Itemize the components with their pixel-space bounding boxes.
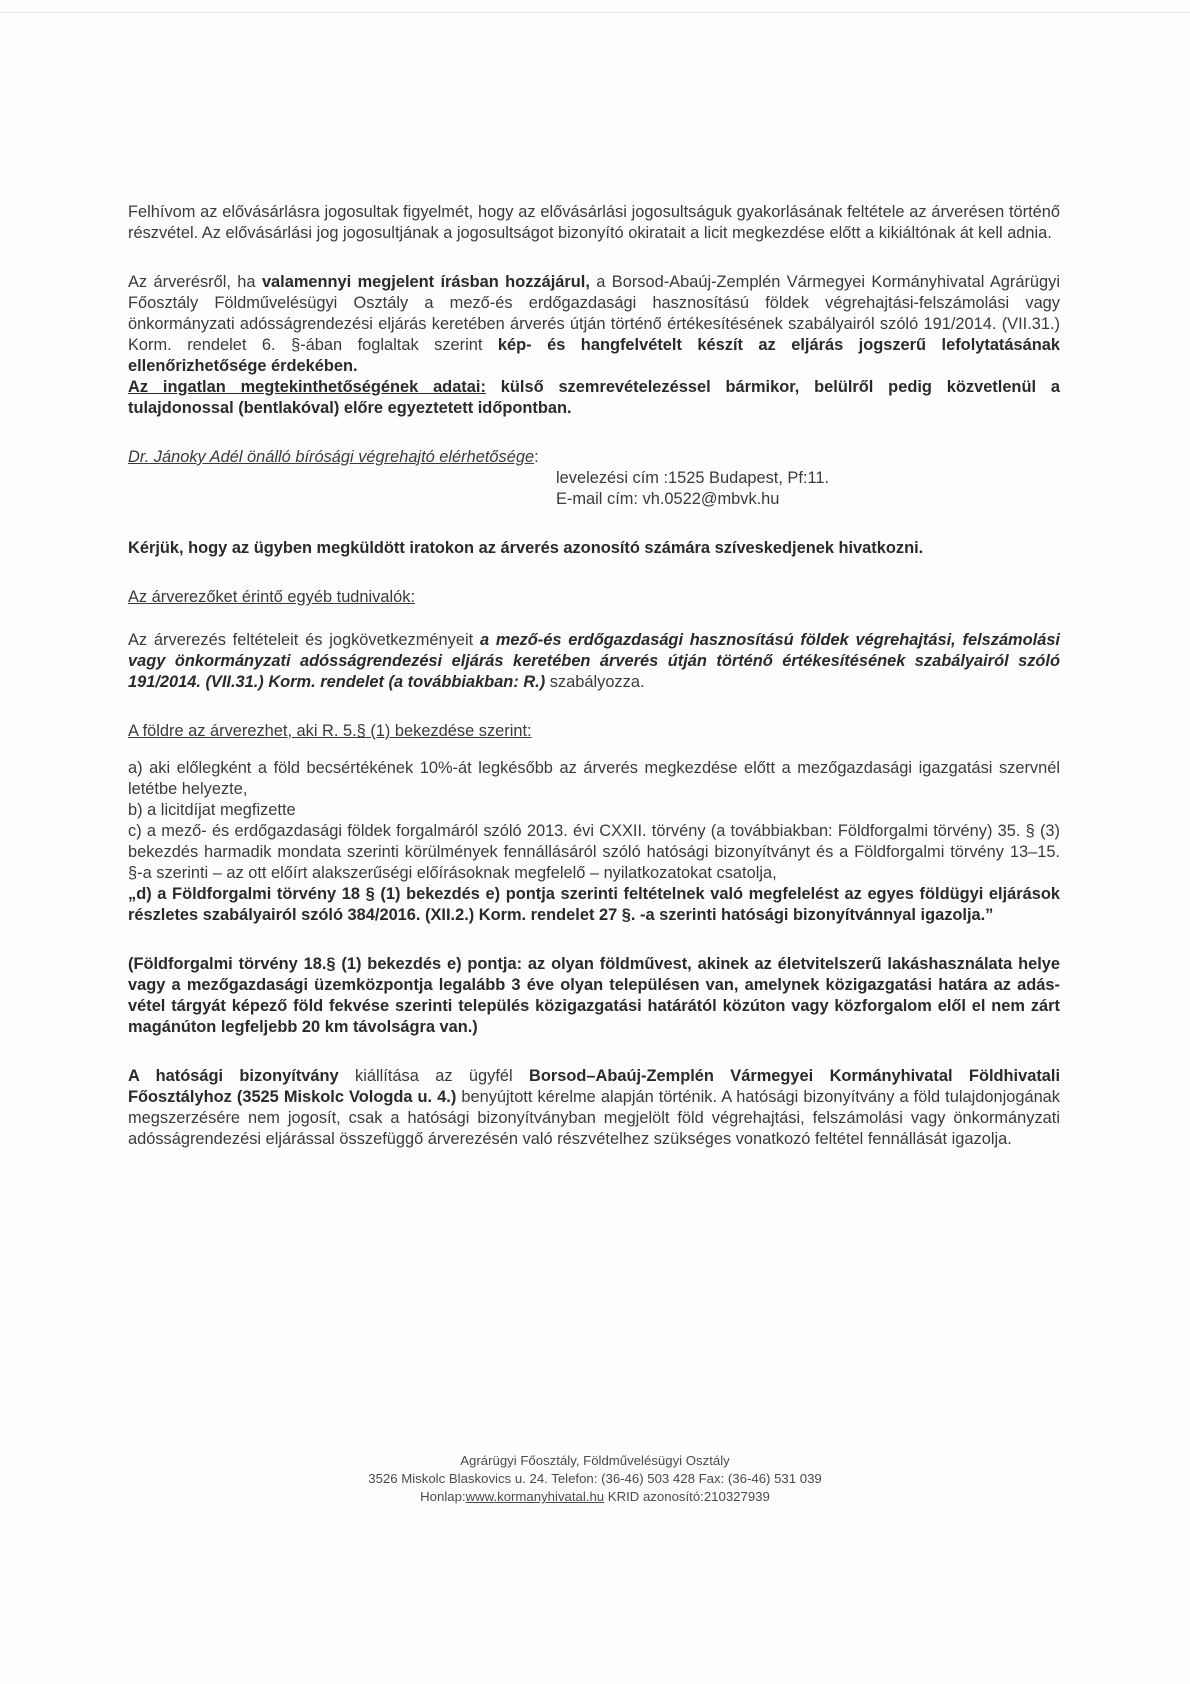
regulation-title: a mező-és erdőgazdasági hasznosítású földek végrehajtási, felszámolási vagy önkormányzati adósságrendezési eljárás keretében árverés útján történő értékesítésének szabályairól szóló 191/2014. (VII.31.) Korm. rendelet (a továbbiakban: R.) bbox=[128, 631, 1060, 691]
contact-block bbox=[128, 447, 1060, 510]
paragraph-recording bbox=[128, 272, 1060, 377]
footer-website-link[interactable]: www.kormanyhivatal.hu bbox=[465, 1489, 605, 1504]
scan-top-edge bbox=[0, 12, 1190, 13]
contact-address: levelezési cím :1525 Budapest, Pf:11. bbox=[556, 469, 830, 487]
list-item-b: b) a licitdíjat megfizette bbox=[128, 801, 296, 819]
viewing-heading: Az ingatlan megtekinthetőségének adatai: bbox=[128, 378, 486, 396]
list-item-d: „d) a Földforgalmi törvény 18 § (1) bekezdés e) pontja szerinti feltételnek való megfelelést az egyes földügyi eljárások részletes szabályairól szóló 384/2016. (XII.2.) Korm. rendelet 27 §. -a szerinti hatósági bizonyítvánnyal igazolja.” bbox=[128, 885, 1060, 924]
footer-krid: KRID azonosító:210327939 bbox=[604, 1489, 770, 1504]
bold-span: valamennyi megjelent írásban hozzájárul, bbox=[261, 273, 590, 291]
text-span: szabályozza. bbox=[545, 673, 645, 691]
footer-department: Agrárügyi Főosztály, Földművelésügyi Osztály bbox=[460, 1453, 730, 1468]
office-address: Borsod–Abaúj-Zemplén Vármegyei Kormányhivatal Földhivatali Főosztályhoz (3525 Miskolc Vologda u. 4.) bbox=[128, 1067, 1060, 1106]
contact-colon: : bbox=[534, 448, 539, 466]
list-item-c: c) a mező- és erdőgazdasági földek forgalmáról szóló 2013. évi CXXII. törvény (a továbbiakban: Földforgalmi törvény) 35. § (3) bekezdés harmadik mondata szerinti körülmények fennállásáról szóló hatósági bizonyítványt és a Földforgalmi törvény 13–15. §-a szerinti – az ott előírt alakszerűségi előírásoknak megfelelő – nyilatkozatokat csatolja, bbox=[128, 822, 1060, 882]
paragraph-preemption: Felhívom az elővásárlásra jogosultak figyelmét, hogy az elővásárlási jogosultságuk gyakorlásának feltétele az árverésen történő részvétel. Az elővásárlási jog jogosultjának a jogosultságot bizonyító okiratait a licit megkezdése előtt a kikiáltónak át kell adnia. bbox=[128, 203, 1060, 242]
bold-span: A hatósági bizonyítvány bbox=[128, 1067, 339, 1085]
document-body bbox=[128, 202, 1060, 1150]
heading-eligibility: A földre az árverezhet, aki R. 5.§ (1) bekezdése szerint: bbox=[128, 722, 532, 740]
text-span: kiállítása az ügyfél bbox=[338, 1067, 530, 1085]
contact-email: E-mail cím: vh.0522@mbvk.hu bbox=[556, 490, 780, 508]
text-span: Az árverésről, ha bbox=[128, 273, 262, 291]
bold-span: kép- és hangfelvételt készít az eljárás jogszerű lefolytatásának ellenőrizhetősége érdekében. bbox=[128, 336, 1060, 375]
footer-address: 3526 Miskolc Blaskovics u. 24. Telefon: (36-46) 503 428 Fax: (36-46) 531 039 bbox=[368, 1471, 822, 1486]
heading-other-info: Az árverezőket érintő egyéb tudnivalók: bbox=[128, 588, 415, 606]
contact-title: Dr. Jánoky Adél önálló bírósági végrehajtó elérhetősége bbox=[128, 448, 535, 466]
list-item-a: a) aki előlegként a föld becsértékének 10%-át legkésőbb az árverés megkezdése előtt a mezőgazdasági igazgatási szervnél letétbe helyezte, bbox=[128, 759, 1060, 798]
paragraph-viewing bbox=[128, 377, 1060, 419]
footer-web-label: Honlap: bbox=[420, 1489, 466, 1504]
footer-web bbox=[0, 1488, 1190, 1506]
text-span: benyújtott kérelme alapján történik. A hatósági bizonyítvány a föld tulajdonjogának megszerzésére nem jogosít, csak a hatósági bizonyítványban megjelölt föld végrehajtási, felszámolási vagy önkormányzati adósságrendezési eljárással összefüggő árverezésén való részvételhez szükséges vonatkozó feltétel fennállását igazolja. bbox=[128, 1088, 1060, 1148]
paragraph-law-quote: (Földforgalmi törvény 18.§ (1) bekezdés e) pontja: az olyan földművest, akinek az életvitelszerű lakáshasználata helye vagy a mezőgazdasági üzemközpontja legalább 3 éve olyan településen van, amelynek közigazgatási határa az adás-vétel tárgyát képező föld fekvése szerinti település közigazgatási határától közúton vagy közforgalom elől el nem zárt magánúton legfeljebb 20 km távolságra van.) bbox=[128, 955, 1060, 1036]
text-span: Az árverezés feltételeit és jogkövetkezményeit bbox=[128, 631, 480, 649]
viewing-details: külső szemrevételezéssel bármikor, belülről pedig közvetlenül a tulajdonossal (bentlakóval) előre egyeztetett időpontban. bbox=[128, 378, 1060, 417]
paragraph-reference-request: Kérjük, hogy az ügyben megküldött iratokon az árverés azonosító számára szíveskedjenek hivatkozni. bbox=[128, 539, 924, 557]
eligibility-list bbox=[128, 758, 1060, 926]
paragraph-conditions bbox=[128, 630, 1060, 693]
text-span: a Borsod-Abaúj-Zemplén Vármegyei Kormányhivatal Agrárügyi Főosztály Földművelésügyi Osztály a mező-és erdőgazdasági hasznosítású földek végrehajtási-felszámolási vagy önkormányzati adósságrendezési eljárás keretében árverés útján történő értékesítésének szabályairól szóló 191/2014. (VII.31.) Korm. rendelet 6. §-ában foglaltak szerint bbox=[128, 273, 1061, 354]
paragraph-certificate bbox=[128, 1066, 1060, 1150]
page-footer bbox=[0, 1452, 1190, 1506]
